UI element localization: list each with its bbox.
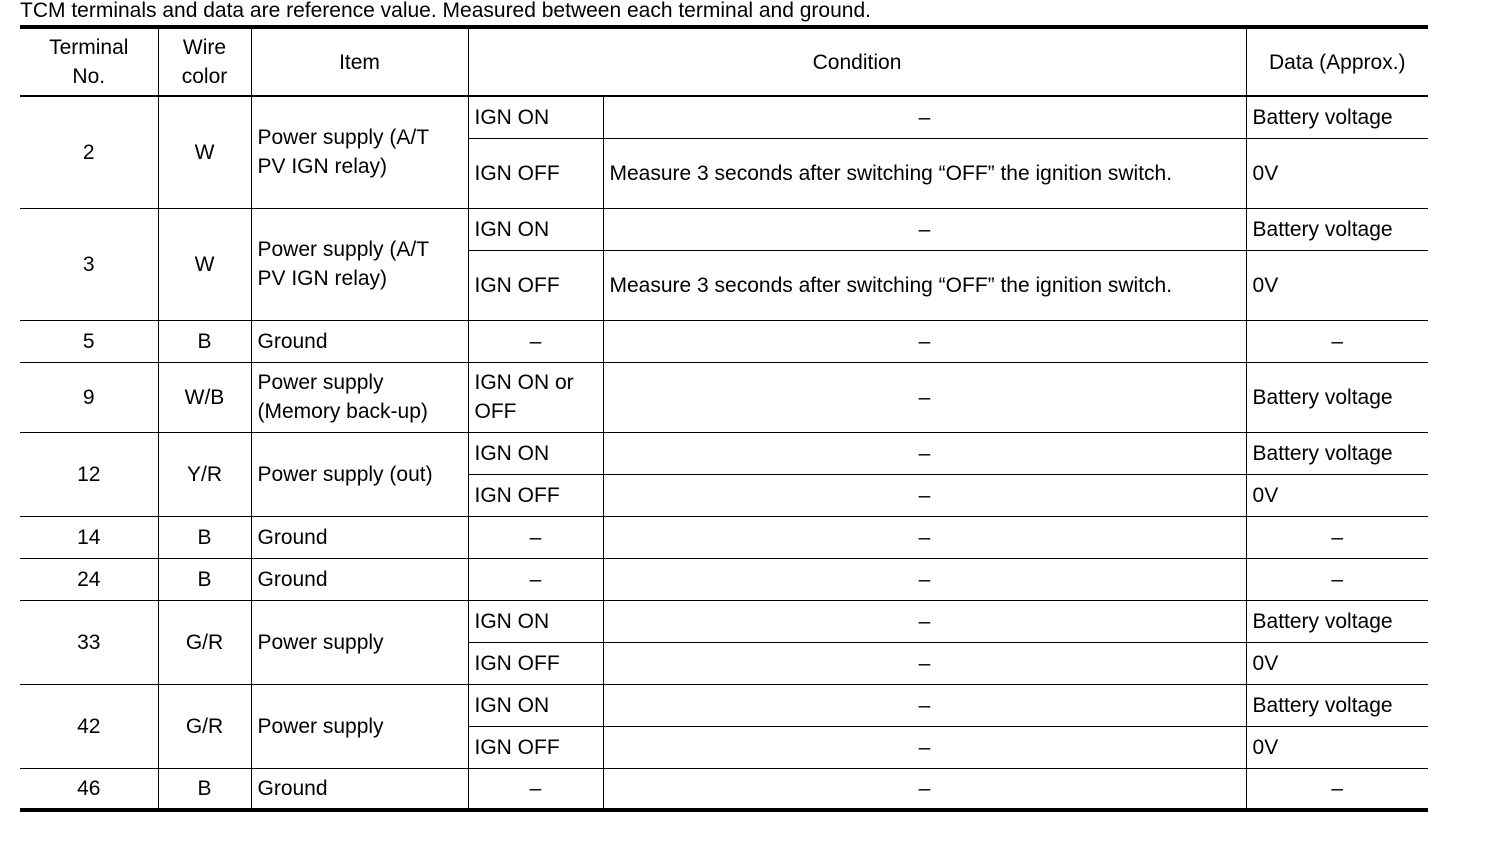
condition-state-cell: IGN ON or OFF xyxy=(468,362,603,432)
data-value-cell: Battery voltage xyxy=(1246,208,1428,250)
condition-detail-cell: Measure 3 seconds after switching “OFF” the ignition switch. xyxy=(603,138,1246,208)
item-cell: Power supply (A/T PV IGN relay) xyxy=(251,96,468,208)
condition-state-cell: IGN ON xyxy=(468,208,603,250)
table-row xyxy=(20,432,1428,474)
condition-detail-cell: – xyxy=(603,768,1246,810)
table-row xyxy=(20,684,1428,726)
data-value-cell: 0V xyxy=(1246,474,1428,516)
terminal-cell: 5 xyxy=(20,320,158,362)
item-cell: Power supply (A/T PV IGN relay) xyxy=(251,208,468,320)
data-value-cell: – xyxy=(1246,558,1428,600)
condition-detail-cell: – xyxy=(603,516,1246,558)
condition-detail-cell: – xyxy=(603,642,1246,684)
header-wire-color xyxy=(158,27,251,96)
data-value-cell: – xyxy=(1246,516,1428,558)
item-cell: Ground xyxy=(251,768,468,810)
table-row xyxy=(20,768,1428,810)
data-value-cell: Battery voltage xyxy=(1246,432,1428,474)
condition-detail-cell: – xyxy=(603,600,1246,642)
data-value-cell: 0V xyxy=(1246,726,1428,768)
header-wire-line1: Wire xyxy=(182,36,227,59)
wire-color-cell: Y/R xyxy=(158,432,251,516)
condition-state-cell: – xyxy=(468,558,603,600)
condition-state-cell: IGN ON xyxy=(468,432,603,474)
data-value-cell: Battery voltage xyxy=(1246,684,1428,726)
item-cell: Power supply (out) xyxy=(251,432,468,516)
table-row xyxy=(20,208,1428,250)
wire-color-cell: G/R xyxy=(158,684,251,768)
wire-color-cell: B xyxy=(158,768,251,810)
wire-color-cell: B xyxy=(158,516,251,558)
condition-state-cell: IGN OFF xyxy=(468,642,603,684)
wire-color-cell: G/R xyxy=(158,600,251,684)
header-terminal-no xyxy=(20,27,158,96)
table-row xyxy=(20,320,1428,362)
terminal-cell: 42 xyxy=(20,684,158,768)
item-cell: Power supply (Memory back-up) xyxy=(251,362,468,432)
item-cell: Ground xyxy=(251,558,468,600)
data-value-cell: – xyxy=(1246,320,1428,362)
data-value-cell: 0V xyxy=(1246,642,1428,684)
wire-color-cell: W xyxy=(158,208,251,320)
condition-state-cell: – xyxy=(468,516,603,558)
condition-detail-cell: – xyxy=(603,362,1246,432)
header-item: Item xyxy=(251,27,468,96)
condition-detail-cell: – xyxy=(603,558,1246,600)
condition-state-cell: IGN ON xyxy=(468,96,603,138)
table-row xyxy=(20,516,1428,558)
condition-state-cell: IGN OFF xyxy=(468,138,603,208)
condition-state-cell: IGN OFF xyxy=(468,726,603,768)
data-value-cell: 0V xyxy=(1246,138,1428,208)
condition-state-cell: IGN OFF xyxy=(468,474,603,516)
data-value-cell: 0V xyxy=(1246,250,1428,320)
condition-detail-cell: – xyxy=(603,474,1246,516)
terminal-cell: 2 xyxy=(20,96,158,208)
condition-state-cell: IGN ON xyxy=(468,600,603,642)
header-data: Data (Approx.) xyxy=(1246,27,1428,96)
condition-detail-cell: – xyxy=(603,208,1246,250)
table-row xyxy=(20,558,1428,600)
data-value-cell: Battery voltage xyxy=(1246,600,1428,642)
data-value-cell: – xyxy=(1246,768,1428,810)
terminal-cell: 14 xyxy=(20,516,158,558)
header-condition: Condition xyxy=(468,27,1246,96)
header-terminal-line2: No. xyxy=(72,65,106,88)
terminal-cell: 3 xyxy=(20,208,158,320)
item-cell: Power supply xyxy=(251,684,468,768)
tcm-terminal-table xyxy=(20,25,1428,812)
terminal-cell: 12 xyxy=(20,432,158,516)
header-terminal-line1: Terminal xyxy=(49,36,129,59)
item-cell: Ground xyxy=(251,516,468,558)
condition-detail-cell: – xyxy=(603,726,1246,768)
item-cell: Ground xyxy=(251,320,468,362)
table-row xyxy=(20,96,1428,138)
terminal-cell: 24 xyxy=(20,558,158,600)
wire-color-cell: B xyxy=(158,558,251,600)
condition-detail-cell: – xyxy=(603,96,1246,138)
condition-state-cell: IGN OFF xyxy=(468,250,603,320)
wire-color-cell: B xyxy=(158,320,251,362)
wire-color-cell: W/B xyxy=(158,362,251,432)
table-note: TCM terminals and data are reference value. Measured between each terminal and ground. xyxy=(20,0,871,22)
table-row xyxy=(20,362,1428,432)
condition-detail-cell: – xyxy=(603,320,1246,362)
condition-state-cell: IGN ON xyxy=(468,684,603,726)
table-header-row xyxy=(20,27,1428,96)
terminal-cell: 9 xyxy=(20,362,158,432)
condition-detail-cell: – xyxy=(603,432,1246,474)
condition-detail-cell: – xyxy=(603,684,1246,726)
terminal-cell: 46 xyxy=(20,768,158,810)
data-value-cell: Battery voltage xyxy=(1246,362,1428,432)
table-row xyxy=(20,600,1428,642)
terminal-cell: 33 xyxy=(20,600,158,684)
data-value-cell: Battery voltage xyxy=(1246,96,1428,138)
wire-color-cell: W xyxy=(158,96,251,208)
header-wire-line2: color xyxy=(181,65,228,88)
condition-state-cell: – xyxy=(468,320,603,362)
condition-state-cell: – xyxy=(468,768,603,810)
condition-detail-cell: Measure 3 seconds after switching “OFF” the ignition switch. xyxy=(603,250,1246,320)
item-cell: Power supply xyxy=(251,600,468,684)
